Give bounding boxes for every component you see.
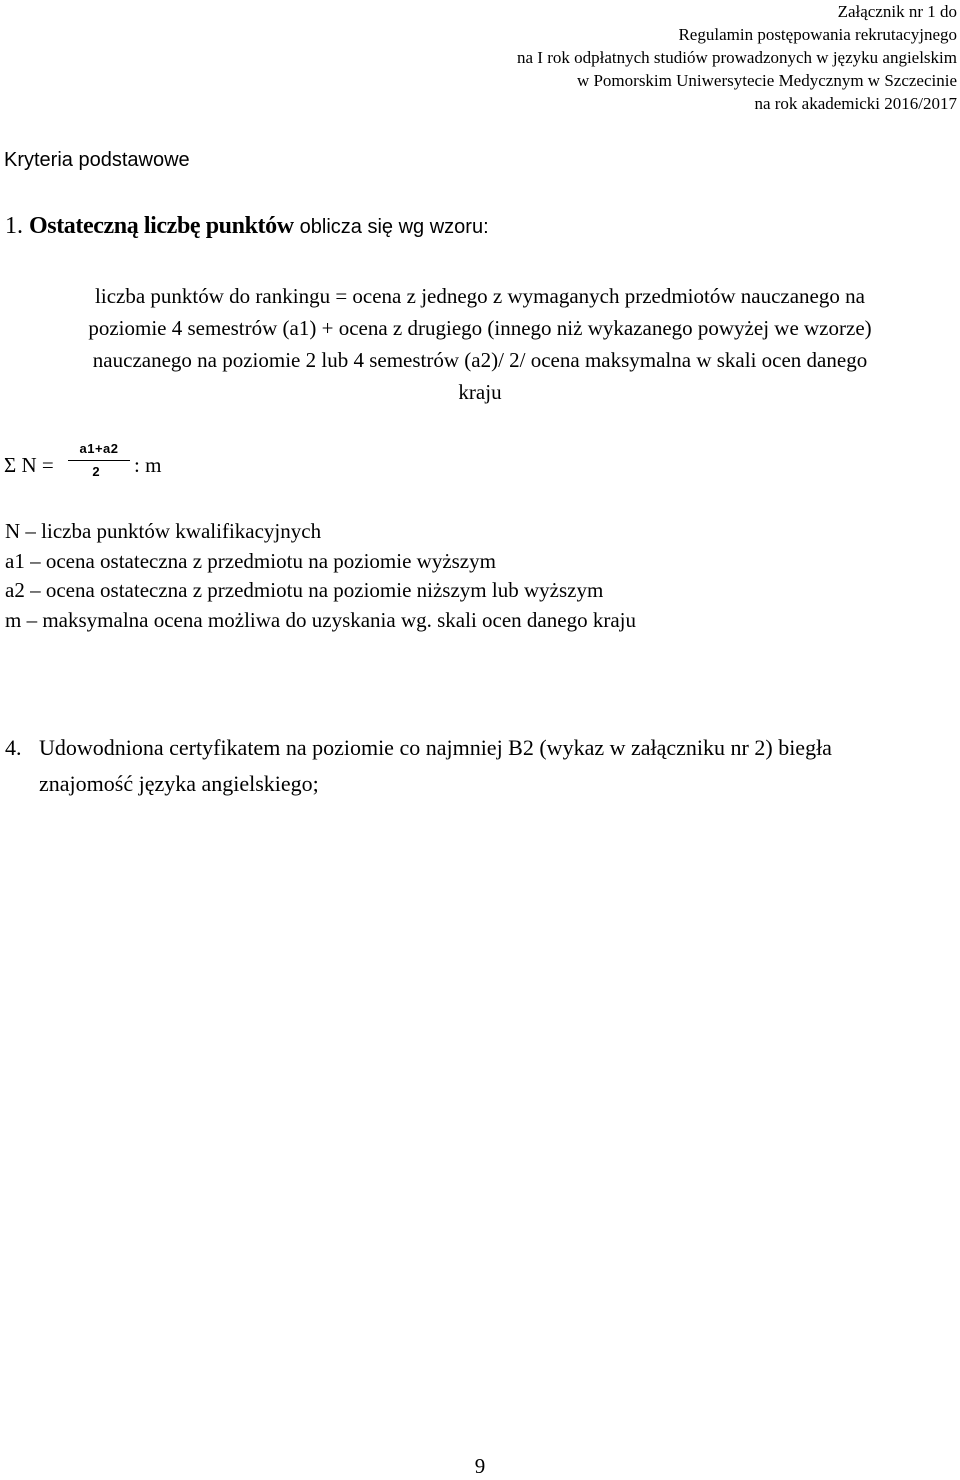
formula-denominator: 2 [92,464,100,479]
formula-description [8,280,952,408]
list-item-4-line: Udowodniona certyfikatem na poziomie co najmniej B2 (wykaz w załączniku nr 2) biegła [39,735,832,760]
formula-lhs: Σ N = [4,453,54,477]
list-item-1-text: oblicza się wg wzoru: [299,216,489,238]
formula-description-line: nauczanego na poziomie 2 lub 4 semestrów (a2)/ 2/ ocena maksymalna w skali ocen danego [92,348,868,372]
formula-fraction [68,440,130,480]
list-item-1-bold-text: Ostateczną liczbę punktów [29,213,294,239]
list-item-1-number: 1. [5,213,23,239]
formula-description-line: kraju [458,380,502,404]
formula-rhs: : m [134,453,162,477]
formula-description-line: liczba punktów do rankingu = ocena z jednego z wymaganych przedmiotów nauczanego na [95,284,865,308]
list-item-4-line: znajomość języka angielskiego; [39,771,319,796]
attachment-header [517,0,957,115]
fraction-bar [68,460,130,461]
section-heading: Kryteria podstawowe [4,149,190,171]
formula-description-line: poziomie 4 semestrów (a1) + ocena z drugiego (innego niż wykazanego powyżej we wzorze) [88,316,872,340]
definition-item: N – liczba punktów kwalifikacyjnych [5,519,322,543]
definitions-list [5,517,636,635]
header-line-attachment: Załącznik nr 1 do [837,2,957,21]
list-item-1 [5,209,489,244]
page-number: 9 [474,1454,486,1478]
list-item-4-number: 4. [5,735,22,760]
definition-item: a2 – ocena ostateczna z przedmiotu na poziomie niższym lub wyższym [5,578,604,602]
header-line-academic-year: na rok akademicki 2016/2017 [754,94,957,113]
list-item-4-text [39,730,959,802]
definition-item: m – maksymalna ocena możliwa do uzyskania wg. skali ocen danego kraju [5,607,636,632]
formula-numerator: a1+a2 [79,441,119,456]
header-line-university: w Pomorskim Uniwersytecie Medycznym w Szczecinie [576,71,957,90]
list-item-4 [5,730,959,802]
header-line-regulation: Regulamin postępowania rekrutacyjnego [678,25,957,44]
header-line-studies: na I rok odpłatnych studiów prowadzonych w języku angielskim [516,48,957,67]
definition-item: a1 – ocena ostateczna z przedmiotu na poziomie wyższym [5,548,496,573]
